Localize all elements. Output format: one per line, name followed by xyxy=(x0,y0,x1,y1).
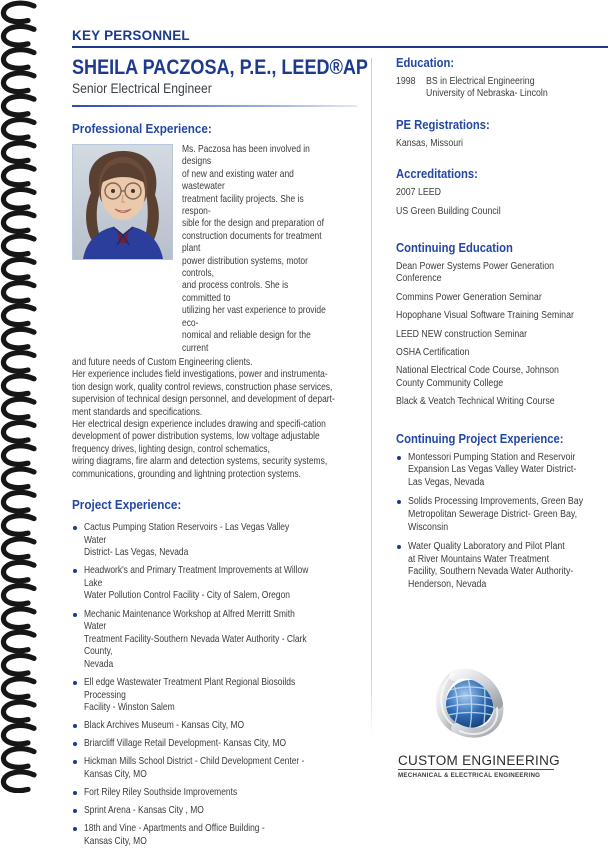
continuing-education-item: Dean Power Systems Power Generation Conference xyxy=(396,261,554,285)
continuing-education-item: Hopophane Visual Software Training Seminar xyxy=(396,310,574,322)
project-item: Headwork's and Primary Treatment Improvements at Willow Lake Water Pollution Control Facility - City of Salem, Oregon xyxy=(72,565,357,603)
accreditations-section xyxy=(396,167,608,224)
pe-registrations-value: Kansas, Missouri xyxy=(396,137,464,149)
continuing-education-item: LEED NEW construction Seminar xyxy=(396,328,528,340)
project-item: Ell edge Wastewater Treatment Plant Regional Biosoilds Processing Facility - Winston Salem xyxy=(72,677,357,715)
continuing-education-item: National Electrical Code Course, Johnson County Community College xyxy=(396,365,559,389)
project-item: Cactus Pumping Station Reservoirs - Las Vegas Valley Water District- Las Vegas, Nevada xyxy=(72,522,357,560)
continuing-project-list xyxy=(396,452,608,592)
project-item: 18th and Vine - Apartments and Office Building - Kansas City, MO xyxy=(72,823,357,848)
bullet-icon xyxy=(73,613,77,617)
left-column xyxy=(72,55,371,847)
heading-project-experience: Project Experience: xyxy=(72,496,182,512)
experience-paragraph-2: Her experience includes field investigations, power and instrumenta- tion design work, quality control reviews, construction phase services, supervision of technical design personnel, and development of depart- ment standards and specifications. xyxy=(72,369,335,418)
company-logo xyxy=(398,660,560,793)
experience-paragraph-3: Her electrical design experience includes drawing and specifi-cation development of power distribution systems, low voltage adjustable frequency drives, lighting design, control schematics, wiring diagrams, fire alarm and detection systems, security systems, communications, grounding and lightning protection systems. xyxy=(72,418,328,480)
project-item: Sprint Arena - Kansas City , MO xyxy=(72,805,357,818)
continuing-project-item: Montessori Pumping Station and Reservoir Expansion Las Vegas Valley Water District- Las Vegas, Nevada xyxy=(396,452,608,490)
company-tagline: MECHANICAL & ELECTRICAL ENGINEERING xyxy=(398,772,541,779)
bullet-icon xyxy=(73,681,77,685)
bullet-icon xyxy=(397,500,401,504)
heading-professional-experience: Professional Experience: xyxy=(72,121,212,136)
continuing-education-section xyxy=(396,241,608,415)
continuing-project-item: Solids Processing Improvements, Green Bay Metropolitan Sewerage District- Green Bay, Wisconsin xyxy=(396,496,608,534)
company-name: CUSTOM ENGINEERING xyxy=(398,753,560,768)
intro-paragraph: Ms. Paczosa has been involved in designs of new and existing water and wastewater treatment facility projects. She is respon- sible for the design and preparation of construction documents for treatment plant power distribution systems, motor controls, and process controls. She is committed to utilizing her vast experience to provide eco- nomical and reliable design for the current xyxy=(182,144,326,354)
education-section xyxy=(396,56,608,101)
project-list xyxy=(72,522,357,849)
pe-registrations-section xyxy=(396,118,608,150)
logo-rule xyxy=(398,769,554,770)
bullet-icon xyxy=(73,569,77,573)
person-name: SHEILA PACZOSA, P.E., LEED®AP xyxy=(72,55,368,79)
title-rule xyxy=(72,105,357,107)
project-item: Black Archives Museum - Kansas City, MO xyxy=(72,720,357,733)
heading-continuing-project-experience: Continuing Project Experience: xyxy=(396,431,564,446)
two-column-layout xyxy=(72,55,608,847)
bullet-icon xyxy=(73,760,77,764)
project-item: Briarcliff Village Retail Development- Kansas City, MO xyxy=(72,738,357,751)
bullet-icon xyxy=(397,545,401,549)
intro-row xyxy=(72,144,357,355)
page xyxy=(72,28,608,847)
project-item: Fort Riley Riley Southside Improvements xyxy=(72,787,357,800)
bullet-icon xyxy=(73,742,77,746)
education-detail: BS in Electrical Engineering University of Nebraska- Lincoln xyxy=(426,76,548,100)
continuing-education-item: OSHA Certification xyxy=(396,347,470,359)
education-year: 1998 xyxy=(396,76,416,87)
heading-pe-registrations: PE Registrations: xyxy=(396,117,490,132)
project-item: Mechanic Maintenance Workshop at Alfred Merritt Smith Water Treatment Facility-Southern Nevada Water Authority - Clark County, Nevada xyxy=(72,609,357,672)
continuing-project-experience-section xyxy=(396,432,608,599)
continuing-education-item: Black & Veatch Technical Writing Course xyxy=(396,396,555,408)
accreditation-item: 2007 LEED xyxy=(396,187,442,199)
portrait-photo xyxy=(72,144,173,260)
company-logo-icon xyxy=(424,660,554,751)
bullet-icon xyxy=(73,724,77,728)
continuing-education-item: Commins Power Generation Seminar xyxy=(396,291,542,303)
right-column xyxy=(372,56,608,793)
page-title: KEY PERSONNEL xyxy=(72,28,190,43)
banner-rule xyxy=(72,46,608,48)
heading-accreditations: Accreditations: xyxy=(396,167,478,182)
heading-education: Education: xyxy=(396,56,455,70)
heading-continuing-education: Continuing Education xyxy=(396,241,513,256)
accreditation-item: US Green Building Council xyxy=(396,205,501,217)
bullet-icon xyxy=(73,827,77,831)
bullet-icon xyxy=(73,526,77,530)
spiral-binding-icon xyxy=(0,0,42,793)
continuing-project-item: Water Quality Laboratory and Pilot Plant at River Mountains Water Treatment Facility, Southern Nevada Water Authority- Henderson, Nevada xyxy=(396,541,608,591)
bullet-icon xyxy=(73,791,77,795)
section-banner xyxy=(72,28,608,48)
bullet-icon xyxy=(397,456,401,460)
person-job-title: Senior Electrical Engineer xyxy=(72,81,212,96)
project-item: Hickman Mills School District - Child Development Center - Kansas City, MO xyxy=(72,756,357,781)
education-entry xyxy=(396,76,608,101)
intro-paragraph-tail: and future needs of Custom Engineering clients. xyxy=(72,356,253,368)
bullet-icon xyxy=(73,809,77,813)
